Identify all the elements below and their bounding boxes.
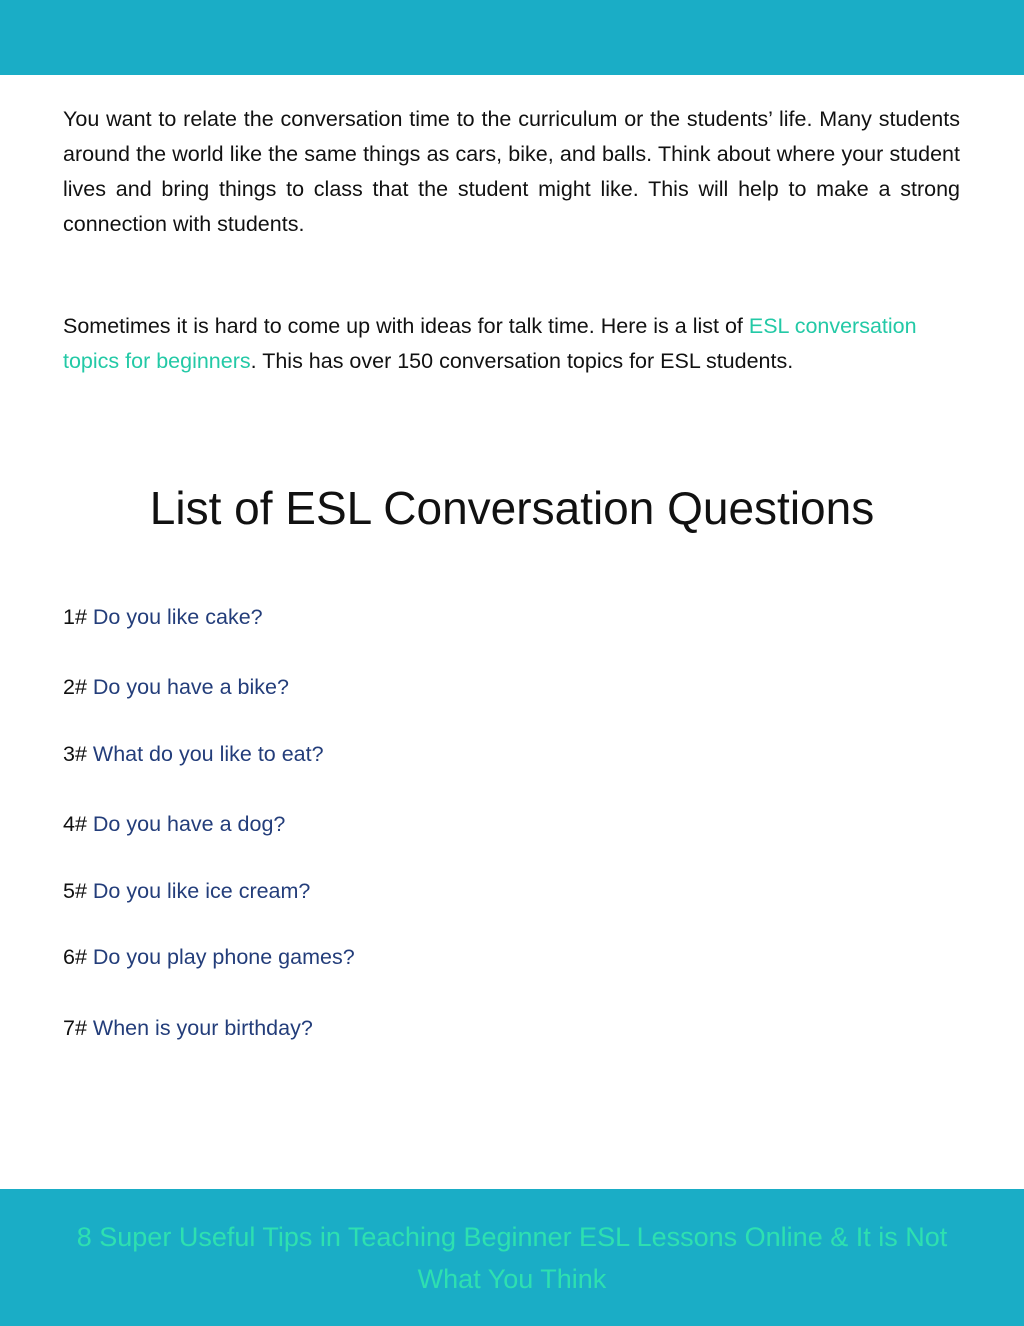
question-number: 5# — [63, 879, 87, 903]
section-title: List of ESL Conversation Questions — [149, 482, 875, 534]
topics-paragraph-text-start: Sometimes it is hard to come up with ideas for talk time. Here is a list of — [63, 314, 749, 338]
question-link[interactable]: Do you like cake? — [92, 605, 263, 629]
intro-paragraph: You want to relate the conversation time to the curriculum or the students’ life. Many students around the world like the same things as cars, bike, and balls. Think about where your student lives and bring things to class that the student might like. This will help to make a strong connection with students. — [63, 107, 960, 236]
question-item-4 — [63, 809, 285, 839]
question-item-2 — [63, 672, 289, 702]
esl-topics-link[interactable]: ESL conversation topics for beginners — [63, 314, 917, 373]
question-item-6 — [63, 942, 355, 972]
topics-paragraph-text-end: . This has over 150 conversation topics for ESL students. — [250, 349, 794, 373]
question-item-5 — [63, 876, 310, 906]
question-number: 4# — [63, 812, 87, 836]
header-band — [0, 0, 1024, 75]
question-link[interactable]: Do you play phone games? — [92, 945, 355, 969]
question-item-1 — [63, 602, 263, 632]
question-link[interactable]: Do you have a dog? — [92, 812, 286, 836]
question-link[interactable]: When is your birthday? — [92, 1016, 313, 1040]
question-number: 3# — [63, 742, 87, 766]
question-link[interactable]: What do you like to eat? — [92, 742, 324, 766]
question-number: 6# — [63, 945, 87, 969]
question-number: 2# — [63, 675, 87, 699]
question-item-3 — [63, 739, 324, 769]
footer-article-link[interactable]: 8 Super Useful Tips in Teaching Beginner ESL Lessons Online & It is Not What You Think — [76, 1222, 948, 1294]
question-number: 1# — [63, 605, 87, 629]
question-link[interactable]: Do you have a bike? — [92, 675, 289, 699]
question-number: 7# — [63, 1016, 87, 1040]
topics-paragraph — [63, 309, 960, 379]
question-link[interactable]: Do you like ice cream? — [92, 879, 311, 903]
question-item-7 — [63, 1013, 313, 1043]
